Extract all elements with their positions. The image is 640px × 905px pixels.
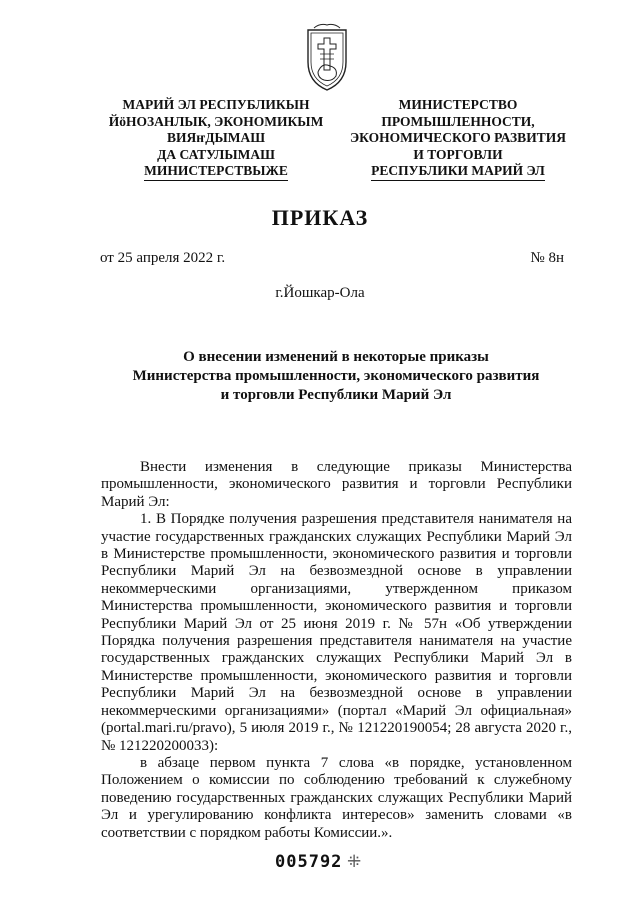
header-left-line: МИНИСТЕРСТВЫЖЕ — [144, 163, 288, 181]
serial-number: 005792 — [275, 852, 343, 872]
document-subject — [100, 348, 572, 405]
body-paragraph: в абзаце первом пункта 7 слова «в порядке, установленном Положением о комиссии по соблюдению требований к служебному поведению государственных гражданских служащих Республики Марий Эл и урегулированию конфликта интересов» заменить словами «в соответствии с порядком работы Комиссии.». — [101, 754, 572, 841]
document-date: от 25 апреля 2022 г. — [100, 250, 226, 266]
document-number: № 8н — [530, 250, 564, 266]
header-right-line: ЭКОНОМИЧЕСКОГО РАЗВИТИЯ — [350, 130, 566, 145]
header-right-line: И ТОРГОВЛИ — [413, 146, 503, 162]
subject-line: О внесении изменений в некоторые приказы — [183, 349, 489, 365]
header-left-block — [100, 97, 332, 181]
header-left-line: МАРИЙ ЭЛ РЕСПУБЛИКЫН — [122, 97, 310, 112]
header-right-line: МИНИСТЕРСТВО — [398, 97, 518, 112]
serial-mark: ⁜ — [347, 852, 362, 871]
body-paragraph: 1. В Порядке получения разрешения представителя нанимателя на участие государственных гражданских служащих Республики Марий Эл в Министерстве промышленности, экономического развития и торговли Республики Марий Эл на безвозмездной основе в управлении некоммерческими организациями, утвержденном приказом Министерства промышленности, экономического развития и торговли Республики Марий Эл от 25 июня 2019 г. № 57н «Об утверждении Порядка получения разрешения представителя нанимателя на участие государственных гражданских служащих Республики Марий Эл в Министерстве промышленности, экономического развития и торговли Республики Марий Эл на безвозмездной основе в управлении некоммерческими организациями» (портал «Марий Эл официальная» (portal.mari.ru/pravo), 5 июля 2019 г., № 121220190054; 28 августа 2020 г., № 121220200033): — [101, 511, 572, 754]
header-right-line: ПРОМЫШЛЕННОСТИ, — [381, 113, 535, 129]
document-city: г.Йошкар-Ола — [275, 285, 365, 301]
document-title: ПРИКАЗ — [271, 205, 369, 230]
header-left-line: ЙӧНОЗАНЛЫК, ЭКОНОМИКЫМ — [108, 113, 324, 129]
document-body — [101, 459, 572, 842]
subject-line: Министерства промышленности, экономического развития — [132, 368, 540, 384]
header-right-line: РЕСПУБЛИКИ МАРИЙ ЭЛ — [371, 163, 545, 181]
body-paragraph: Внести изменения в следующие приказы Министерства промышленности, экономического развития и торговли Республики Марий Эл: — [101, 459, 572, 510]
subject-line: и торговли Республики Марий Эл — [220, 387, 452, 403]
header-left-line: ВИЯҥДЫМАШ — [166, 130, 266, 145]
header-left-line: ДА САТУЛЫМАШ — [157, 146, 275, 162]
header-right-block — [340, 97, 576, 181]
coat-of-arms-emblem — [300, 22, 354, 94]
